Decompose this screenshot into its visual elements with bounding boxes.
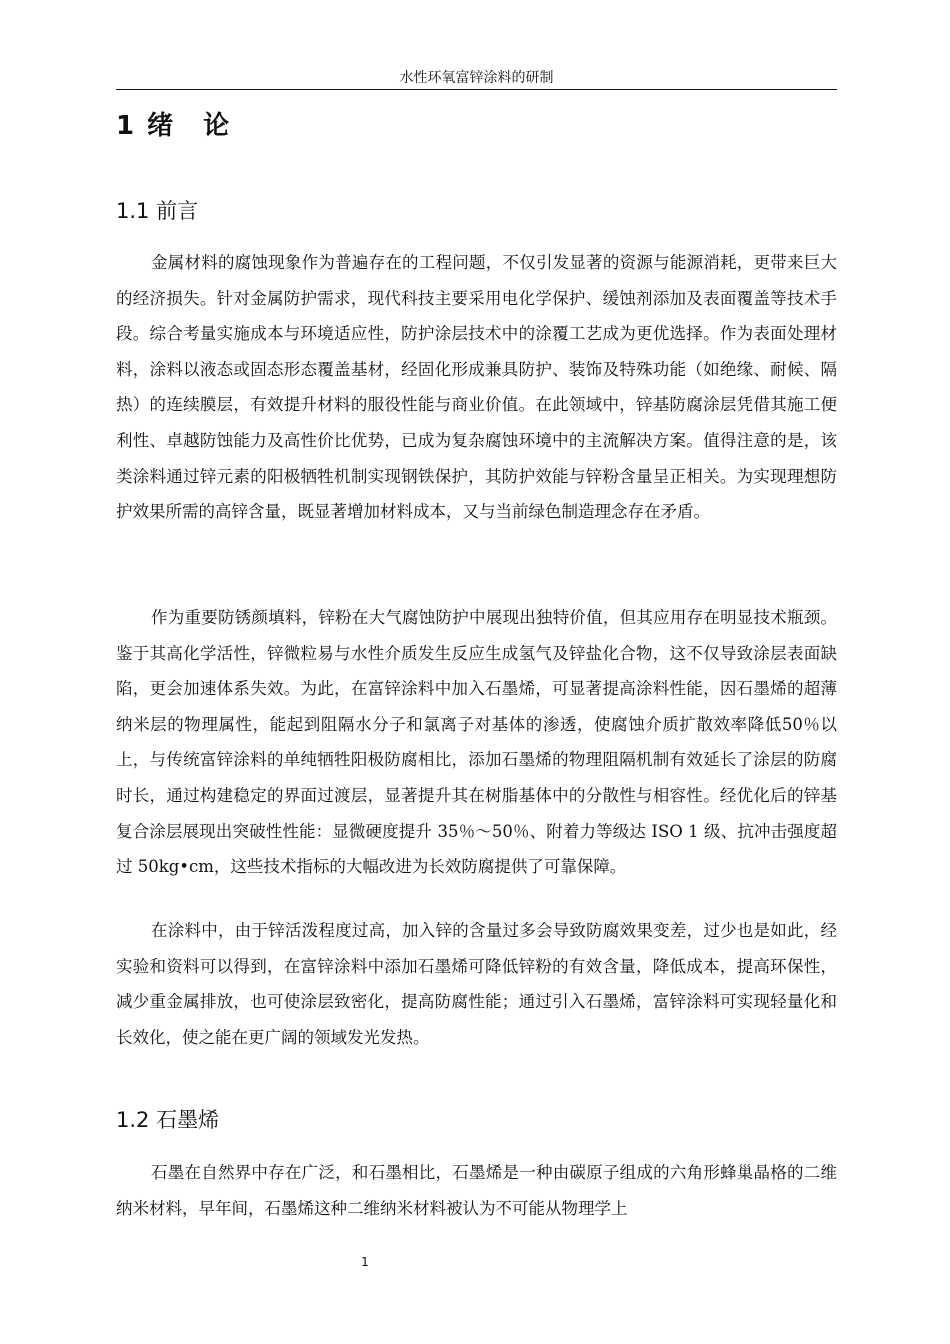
section-title-graphene: 1.2 石墨烯: [116, 1108, 220, 1132]
header-rule: [116, 89, 837, 90]
chapter-title: 1 绪 论: [116, 111, 232, 141]
paragraph: 在涂料中，由于锌活泼程度过高，加入锌的含量过多会导致防腐效果变差，过少也是如此，经实验和资料可以得到，在富锌涂料中添加石墨烯可降低锌粉的有效含量，降低成本，提高环保性，减少重金属排放，也可使涂层致密化，提高防腐性能；通过引入石墨烯，富锌涂料可实现轻量化和长效化，使之能在更广阔的领域发光发热。: [116, 921, 837, 1047]
paragraph: 石墨在自然界中存在广泛，和石墨相比，石墨烯是一种由碳原子组成的六角形蜂巢晶格的二维纳米材料，早年间，石墨烯这种二维纳米材料被认为不可能从物理学上: [116, 1163, 837, 1218]
running-header: 水性环氧富锌涂料的研制: [399, 70, 554, 86]
page-number: 1: [361, 1255, 369, 1269]
section-title-preface: 1.1 前言: [116, 199, 199, 223]
paragraph: 金属材料的腐蚀现象作为普遍存在的工程问题，不仅引发显著的资源与能源消耗，更带来巨大的经济损失。针对金属防护需求，现代科技主要采用电化学保护、缓蚀剂添加及表面覆盖等技术手段。综合考量实施成本与环境适应性，防护涂层技术中的涂覆工艺成为更优选择。作为表面处理材料，涂料以液态或固态形态覆盖基材，经固化形成兼具防护、装饰及特殊功能（如绝缘、耐候、隔热）的连续膜层，有效提升材料的服役性能与商业价值。在此领域中，锌基防腐涂层凭借其施工便利性、卓越防蚀能力及高性价比优势，已成为复杂腐蚀环境中的主流解决方案。值得注意的是，该类涂料通过锌元素的阳极牺牲机制实现钢铁保护，其防护效能与锌粉含量呈正相关。为实现理想防护效果所需的高锌含量，既显著增加材料成本，又与当前绿色制造理念存在矛盾。: [116, 253, 837, 522]
paragraph: 作为重要防锈颜填料，锌粉在大气腐蚀防护中展现出独特价值，但其应用存在明显技术瓶颈。鉴于其高化学活性，锌微粒易与水性介质发生反应生成氢气及锌盐化合物，这不仅导致涂层表面缺陷，更会加速体系失效。为此，在富锌涂料中加入石墨烯，可显著提高涂料性能，因石墨烯的超薄纳米层的物理属性，能起到阻隔水分子和氯离子对基体的渗透，使腐蚀介质扩散效率降低50％以上，与传统富锌涂料的单纯牺牲阳极防腐相比，添加石墨烯的物理阻隔机制有效延长了涂层的防腐时长，通过构建稳定的界面过渡层，显著提升其在树脂基体中的分散性与相容性。经优化后的锌基复合涂层展现出突破性性能：显微硬度提升 35％～50％、附着力等级达 ISO 1 级、抗冲击强度超过 50kg•cm，这些技术指标的大幅改进为长效防腐提供了可靠保障。: [116, 608, 837, 877]
